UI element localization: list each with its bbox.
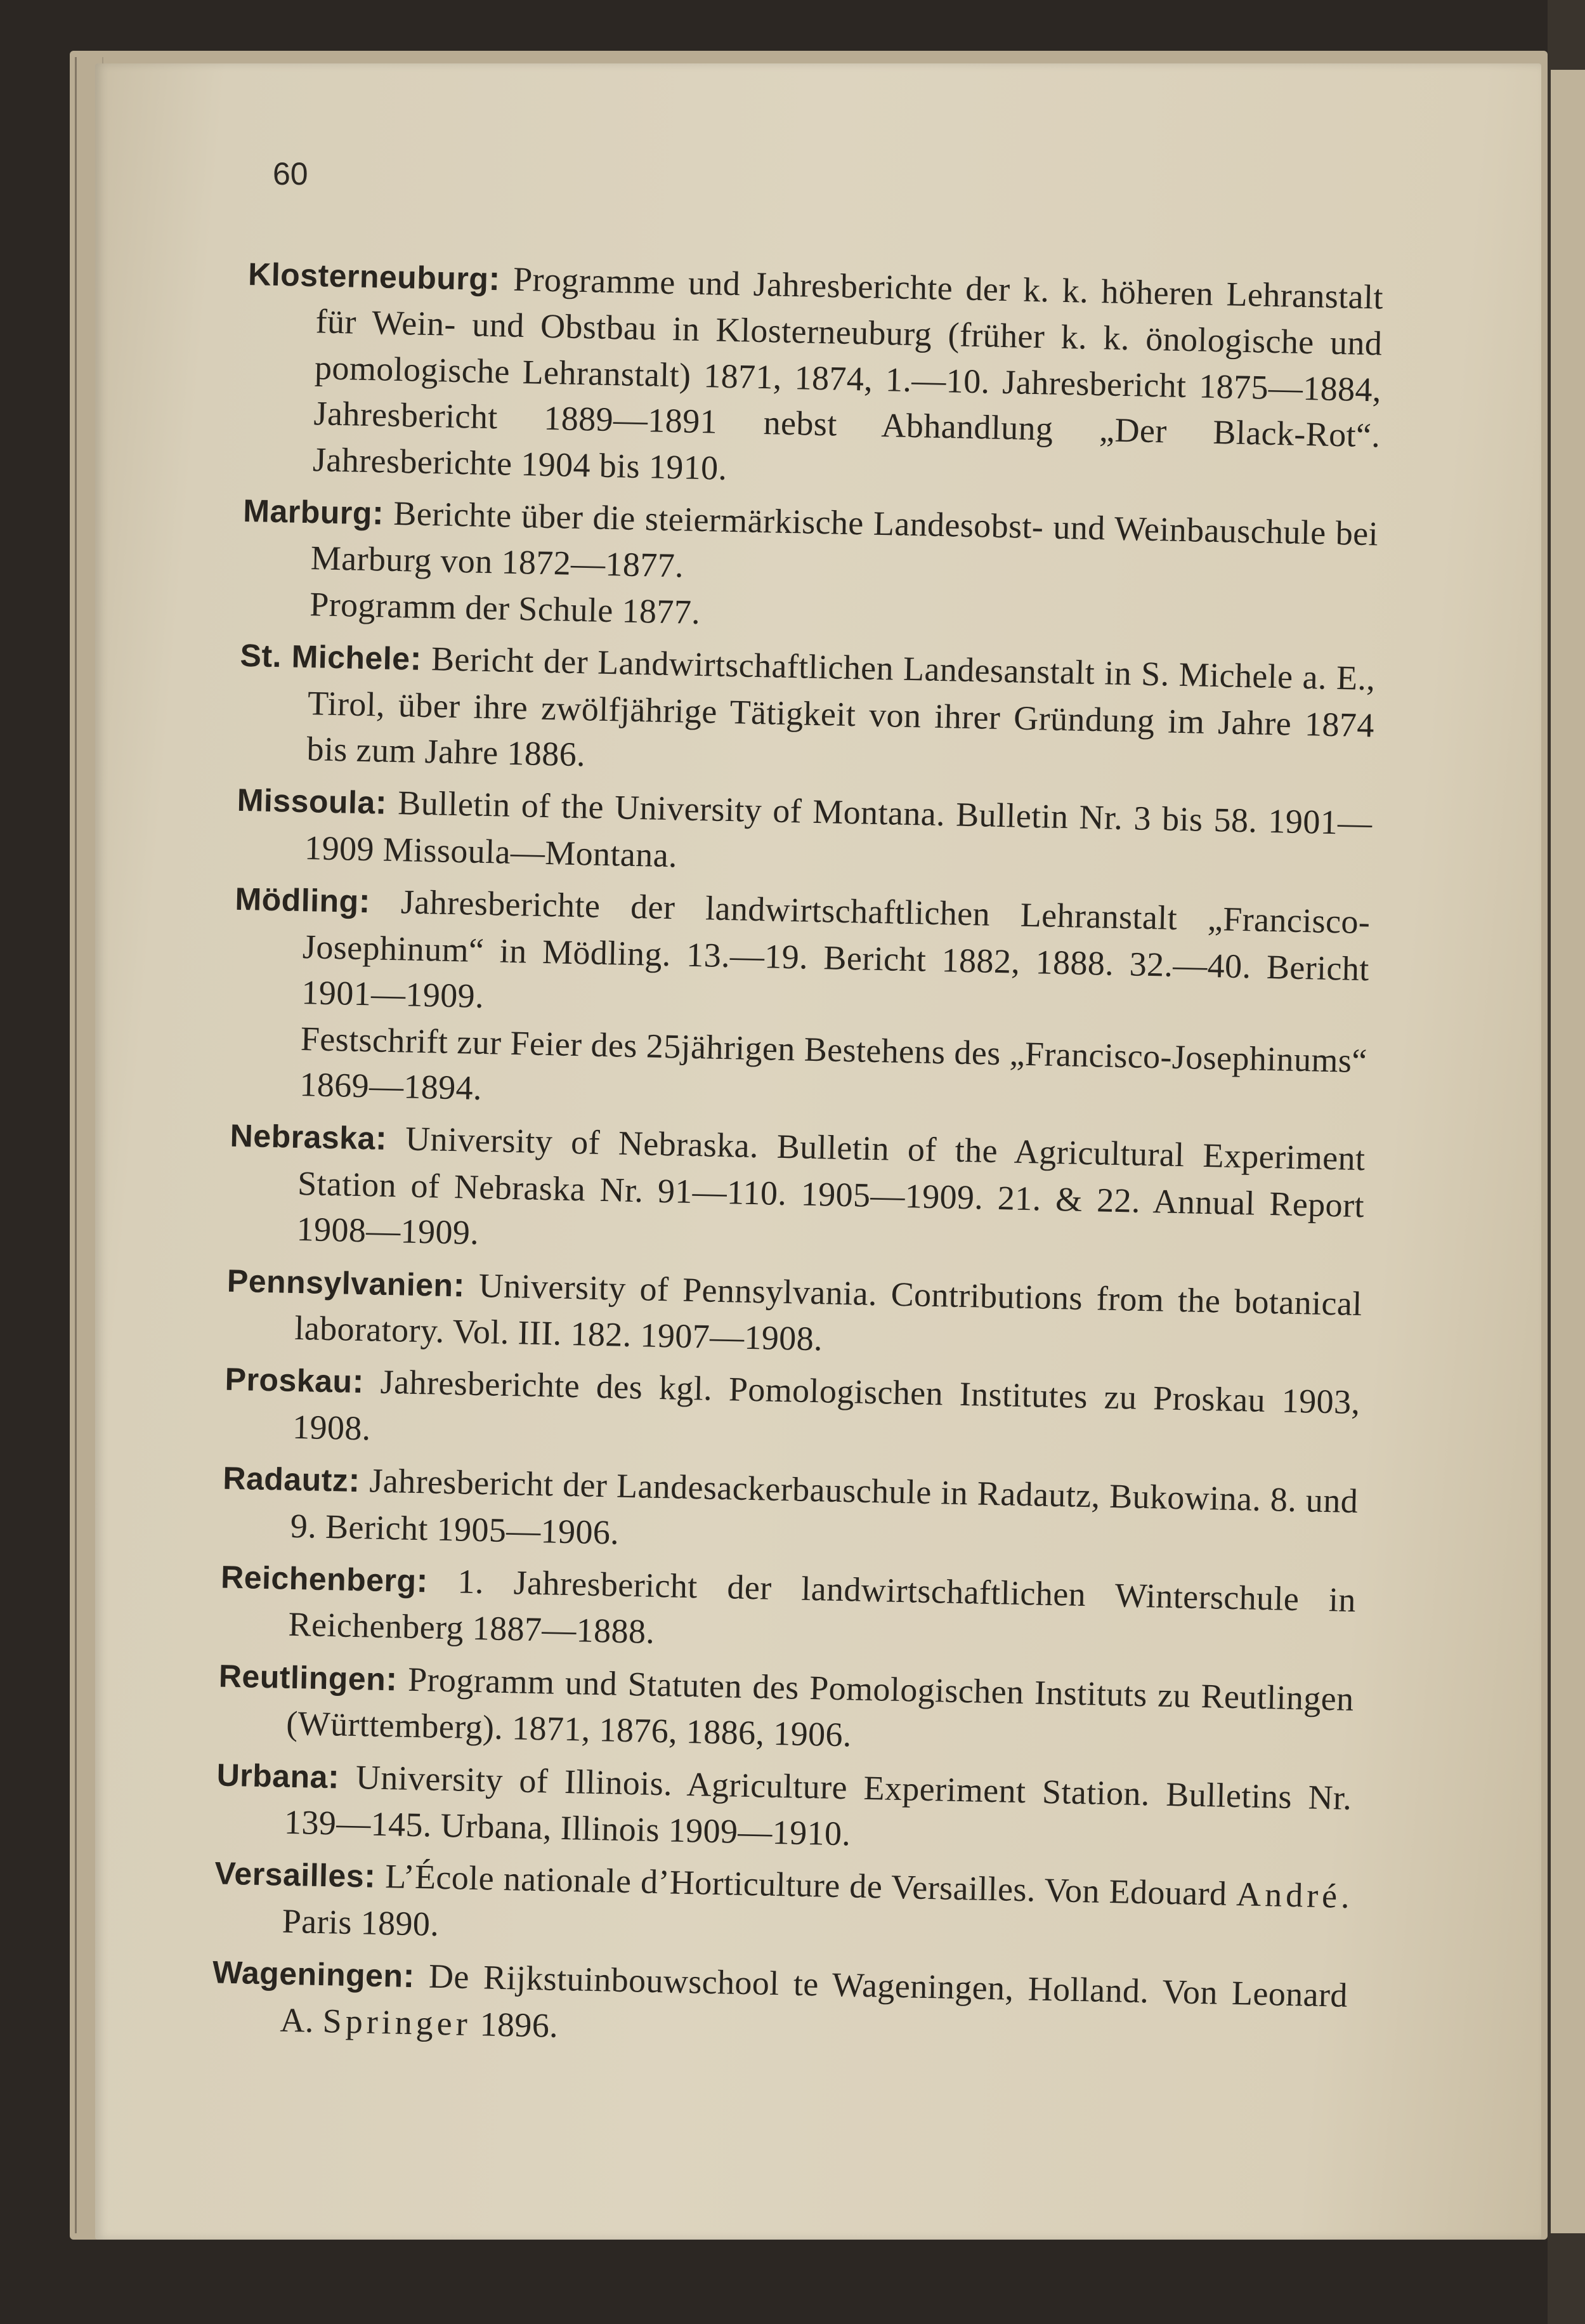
place-separator: : <box>409 639 422 678</box>
place-separator: : <box>358 882 371 921</box>
entry-text: Jahresbericht der Landesackerbauschule in Radautz, Bukowina. 8. und 9. Bericht 1905—1906. <box>290 1461 1359 1552</box>
entry-moedling-extra: Festschrift zur Feier des 25jährigen Bestehens des „Francisco-Josephinums“ 1869—1894. <box>299 1019 1368 1107</box>
author-name: André <box>1236 1875 1341 1916</box>
author-name: Springer <box>322 2001 472 2043</box>
place-separator: : <box>385 1659 398 1698</box>
place-name: Nebraska <box>230 1118 376 1157</box>
entry-text: Jahresberichte der landwirtschaftlichen Lehranstalt „Francisco-Josephinum“ in Mödling. 13.—19. Bericht 1882, 1888. 32.—40. Bericht 1901—1909. <box>301 883 1371 1016</box>
entry-text: Programme und Jahresberichte der k. k. höheren Lehranstalt für Wein- und Obstbau in Klosterneuburg (früher k. k. önologische und pomologische Lehranstalt) 1871, 1874, 1.—10. Jahresbericht 1875—1884, Jahresbericht 1889—1891 nebst Abhandlung „Der Black-Rot“. Jahresberichte 1904 bis 1910. <box>312 259 1384 487</box>
entry-moedling <box>233 876 1371 1038</box>
place-name: Marburg <box>242 492 373 532</box>
place-separator: : <box>375 783 388 822</box>
place-separator: : <box>363 1856 377 1896</box>
entry-text: University of Nebraska. Bulletin of the Agricultural Experiment Station of Nebraska Nr. 91—110. 1905—1909. 21. & 22. Annual Report 1908—1909. <box>296 1119 1366 1252</box>
place-name: Mödling <box>235 881 360 920</box>
place-separator: : <box>372 494 384 532</box>
place-separator: : <box>348 1461 361 1500</box>
place-separator: : <box>488 259 501 298</box>
place-name: Klosterneuburg <box>247 256 489 297</box>
place-name: Radautz <box>222 1460 349 1499</box>
entry-text: University of Illinois. Agriculture Experiment Station. Bulletins Nr. 139—145. Urbana, Illinois 1909—1910. <box>284 1757 1352 1853</box>
place-name: Missoula <box>237 782 376 821</box>
entry-klosterneuburg <box>244 251 1383 504</box>
place-separator: : <box>402 1956 415 1995</box>
entry-text: L’École nationale d’Horticulture de Versailles. Von Edouard <box>384 1857 1228 1914</box>
place-name: Versailles <box>214 1855 365 1894</box>
entry-text: Programm und Statuten des Pomologischen Instituts zu Reutlingen (Württemberg). 1871, 1876, 1886, 1906. <box>285 1660 1355 1754</box>
entry-text: Bulletin of the University of Montana. Bulletin Nr. 3 bis 58. 1901—1909 Missoula—Montana. <box>304 784 1373 875</box>
place-separator: : <box>327 1757 340 1796</box>
place-name: Reutlingen <box>218 1658 386 1697</box>
entry-list <box>211 251 1384 2065</box>
place-name: St. Michele <box>240 638 411 677</box>
entry-st-michele <box>238 632 1376 794</box>
place-name: Wageningen <box>212 1954 404 1994</box>
place-separator: : <box>375 1119 388 1158</box>
entry-text-tail: 1896. <box>479 2004 559 2045</box>
entry-text-tail: . Paris 1890. <box>282 1877 1350 1943</box>
place-separator: : <box>452 1265 466 1304</box>
page-number: 60 <box>273 156 308 192</box>
place-name: Reichenberg <box>220 1559 417 1599</box>
entry-text: Berichte über die steiermärkische Landesobst- und Weinbauschule bei Marburg von 1872—1877. <box>310 494 1379 585</box>
place-name: Proskau <box>225 1361 353 1400</box>
entry-text: 1. Jahresbericht der landwirtschaftlichen Winterschule in Reichenberg 1887—1888. <box>288 1562 1357 1651</box>
entry-text: De Rijkstuinbouwschool te Wageningen, Holland. Von Leonard A. <box>279 1957 1348 2040</box>
entry-nebraska <box>228 1112 1366 1275</box>
entry-text: Jahresberichte des kgl. Pomologischen Institutes zu Proskau 1903, 1908. <box>292 1363 1360 1448</box>
place-separator: : <box>351 1362 365 1401</box>
place-name: Urbana <box>216 1757 329 1795</box>
entry-marburg-extra: Programm der Schule 1877. <box>309 584 701 631</box>
facing-page-edge <box>1551 70 1585 2233</box>
entry-text: Bericht der Landwirtschaftlichen Landesanstalt in S. Michele a. E., Tirol, über ihre zwölfjährige Tätigkeit von ihrer Gründung im Jahre 1874 bis zum Jahre 1886. <box>306 640 1376 774</box>
entry-text: University of Pennsylvania. Contributions from the botanical laboratory. Vol. III. 182. 1907—1908. <box>294 1266 1363 1358</box>
place-separator: : <box>415 1561 429 1600</box>
place-name: Pennsylvanien <box>226 1263 454 1303</box>
